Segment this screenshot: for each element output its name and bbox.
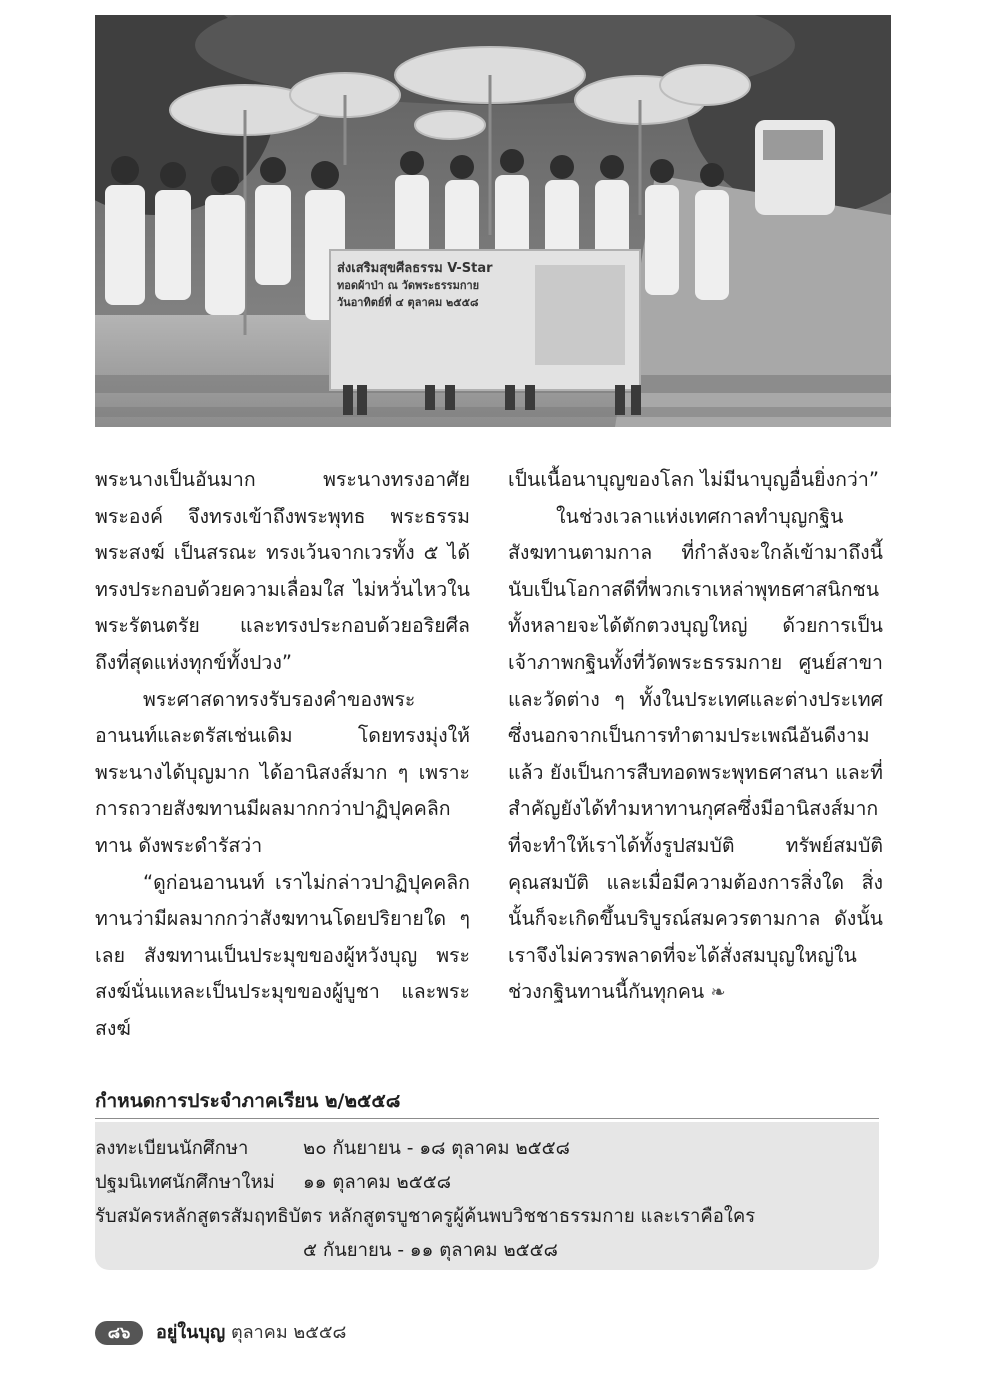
schedule-row-enrollment-label bbox=[95, 1200, 879, 1234]
schedule-label: ลงทะเบียนนักศึกษา bbox=[95, 1138, 249, 1159]
schedule-divider bbox=[95, 1118, 879, 1119]
schedule-value: ๕ กันยายน - ๑๑ ตุลาคม ๒๕๕๘ bbox=[303, 1240, 558, 1261]
schedule-row-orientation bbox=[95, 1166, 879, 1200]
schedule-label: รับสมัครหลักสูตรสัมฤทธิบัตร หลักสูตรบูชาครูผู้ค้นพบวิชชาธรรมกาย และเราคือใคร bbox=[95, 1206, 756, 1227]
banner-date: วันอาทิตย์ที่ ๔ ตุลาคม ๒๕๕๘ bbox=[337, 296, 479, 309]
left-paragraph-3: “ดูก่อนอานนท์ เราไม่กล่าวปาฏิปุคคลิกทานว่ามีผลมากกว่าสังฆทานโดยปริยายใด ๆ เลย สังฆทานเป็นประมุขของผู้หวังบุญ พระสงฆ์นั่นแหละเป็นประมุขของผู้บูชา และพระสงฆ์ bbox=[95, 870, 470, 1040]
issue-date: ตุลาคม ๒๕๕๘ bbox=[230, 1322, 347, 1343]
schedule-value: ๒๐ กันยายน - ๑๘ ตุลาคม ๒๕๕๘ bbox=[303, 1138, 570, 1159]
page-number: ๘๖ bbox=[95, 1321, 143, 1345]
left-paragraph-1: พระนางเป็นอันมาก พระนางทรงอาศัยพระองค์ จึงทรงเข้าถึงพระพุทธ พระธรรม พระสงฆ์ เป็นสรณะ ทรงเว้นจากเวรทั้ง ๕ ได้ ทรงประกอบด้วยความเลื่อมใส ไม่หวั่นไหวในพระรัตนตรัย และทรงประกอบด้วยอริยศีล ถึงที่สุดแห่งทุกข์ทั้งปวง” bbox=[95, 468, 470, 674]
end-mark-icon: ❧ bbox=[710, 982, 726, 1004]
right-paragraph-1: เป็นเนื้อนาบุญของโลก ไม่มีนาบุญอื่นยิ่งกว่า” bbox=[508, 468, 879, 491]
right-paragraph-2 bbox=[508, 499, 883, 1012]
schedule-row-registration bbox=[95, 1132, 879, 1166]
right-paragraph-2-text: ในช่วงเวลาแห่งเทศกาลทำบุญกฐินสังฆทานตามกาล ที่กำลังจะใกล้เข้ามาถึงนี้ นับเป็นโอกาสดีที่พวกเราเหล่าพุทธศาสนิกชนทั้งหลายจะได้ตักตวงบุญใหญ่ ด้วยการเป็นเจ้าภาพกฐินทั้งที่วัดพระธรรมกาย ศูนย์สาขา และวัดต่าง ๆ ทั้งในประเทศและต่างประเทศ ซึ่งนอกจากเป็นการทำตามประเพณีอันดีงามแล้ว ยังเป็นการสืบทอดพระพุทธศาสนา และที่สำคัญยังได้ทำมหาทานกุศลซึ่งมีอานิสงส์มาก ที่จะทำให้เราได้ทั้งรูปสมบัติ ทรัพย์สมบัติ คุณสมบัติ และเมื่อมีความต้องการสิ่งใด สิ่งนั้นก็จะเกิดขึ้นบริบูรณ์สมควรตามกาล ดังนั้นเราจึงไม่ควรพลาดที่จะได้สั่งสมบุญใหญ่ในช่วงกฐินทานนี้กันทุกคน bbox=[508, 504, 883, 1004]
procession-photo bbox=[95, 15, 891, 427]
schedule-row-enrollment-value bbox=[95, 1234, 879, 1268]
photo-illustration bbox=[95, 15, 891, 427]
left-column bbox=[95, 462, 470, 1048]
magazine-name: อยู่ในบุญ bbox=[156, 1322, 226, 1343]
banner-subtitle: ทอดผ้าป่า ณ วัดพระธรรมกาย bbox=[337, 279, 480, 292]
schedule-value: ๑๑ ตุลาคม ๒๕๕๘ bbox=[303, 1172, 452, 1193]
running-footer bbox=[156, 1320, 346, 1346]
banner-text bbox=[337, 260, 537, 311]
schedule-title: กำหนดการประจำภาคเรียน ๒/๒๕๕๘ bbox=[95, 1090, 401, 1112]
left-paragraph-2: พระศาสดาทรงรับรองคำของพระอานนท์และตรัสเช่นเดิม โดยทรงมุ่งให้พระนางได้บุญมาก ได้อานิสงส์มาก ๆ เพราะการถวายสังฆทานมีผลมากกว่าปาฏิปุคคลิกทาน ดังพระดำรัสว่า bbox=[95, 687, 470, 857]
banner-title: ส่งเสริมสุขศีลธรรม V-Star bbox=[337, 261, 493, 276]
schedule-label: ปฐมนิเทศนักศึกษาใหม่ bbox=[95, 1172, 275, 1193]
schedule-box bbox=[95, 1122, 879, 1270]
right-column bbox=[508, 462, 883, 1012]
